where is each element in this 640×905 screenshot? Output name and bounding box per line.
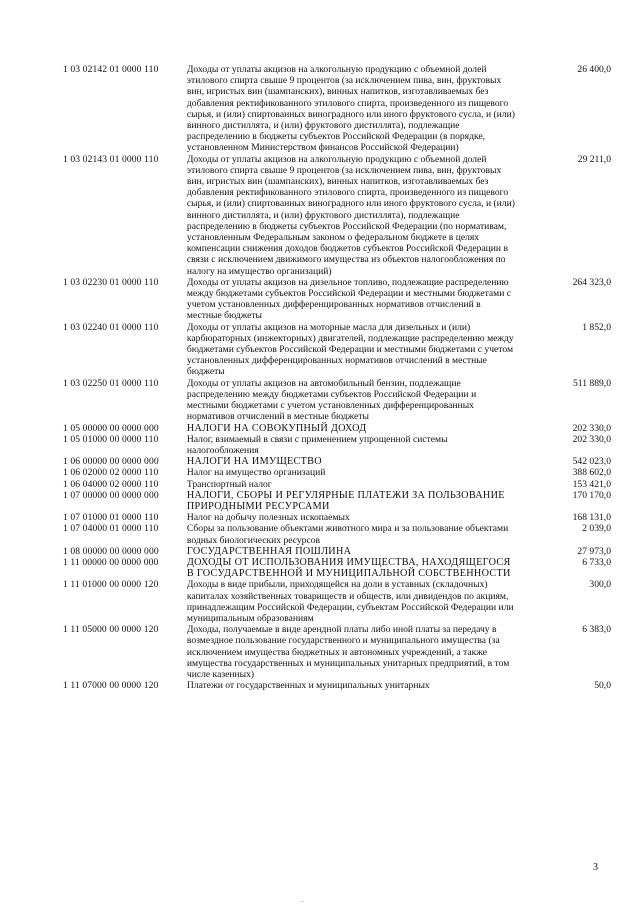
row-code: 1 05 00000 00 0000 000 (63, 422, 159, 434)
row-code: 1 03 02240 01 0000 110 (63, 321, 159, 333)
row-name: Налог, взимаемый в связи с применением упрощенной системы налогообложения (186, 433, 448, 456)
row-name: Налог на имущество организаций (186, 467, 326, 479)
table-row (63, 490, 611, 512)
table-row (63, 523, 611, 545)
table-row (63, 624, 611, 680)
row-code: 1 11 07000 00 0000 120 (63, 680, 159, 692)
table-row (63, 378, 611, 423)
row-code: 1 03 02250 01 0000 110 (63, 377, 159, 389)
row-code: 1 06 02000 02 0000 110 (63, 467, 159, 479)
row-amount: 300,0 (589, 579, 611, 591)
row-code: 1 06 00000 00 0000 000 (63, 456, 159, 468)
row-amount: 388 602,0 (572, 467, 611, 479)
row-name: ДОХОДЫ ОТ ИСПОЛЬЗОВАНИЯ ИМУЩЕСТВА, НАХОДЯЩЕГОСЯ В ГОСУДАРСТВЕННОЙ И МУНИЦИПАЛЬНОЙ СОБСТВЕННОСТИ (186, 556, 511, 580)
row-code: 1 03 02142 01 0000 110 (63, 64, 159, 75)
row-amount: 6 383,0 (582, 624, 611, 636)
table-row (63, 322, 611, 378)
table-row (63, 434, 611, 456)
table-row (63, 680, 611, 691)
table-row (63, 512, 611, 523)
row-code: 1 08 00000 00 0000 000 (63, 545, 159, 557)
row-name: Доходы от уплаты акцизов на дизельное топливо, подлежащие распределению между бюджетами субъектов Российской Федерации и местными бюджетами с учетом установленных дифференцированных нормативов отчислений в местные бюджеты (186, 276, 512, 322)
page-number: 3 (593, 862, 598, 873)
table-row (63, 546, 611, 557)
row-code: 1 11 01000 00 0000 120 (63, 579, 159, 591)
row-code: 1 07 01000 01 0000 110 (63, 512, 159, 524)
row-code: 1 07 04000 01 0000 110 (63, 523, 159, 535)
row-amount: 26 400,0 (577, 64, 611, 75)
row-amount: 168 131,0 (572, 512, 611, 524)
row-name: Доходы от уплаты акцизов на алкогольную продукцию с объемной долей этилового спирта свыше 9 процентов (за исключением пива, вин, фруктовых вин, игристых вин (шампанских), винных напитков, изготавливаемых без добавления ректификованного этилового спирта, произведенного из пищевого сырья, и (или) спиртованных виноградного или иного фруктового сусла, и (или) винного дистиллята, и (или) фруктового дистиллята), подлежащие распределению в бюджеты субъектов Российской Федерации (по нормативам, установленным Федеральным законом о федеральном бюджете в целях компенсации снижения доходов бюджетов субъектов Российской Федерации в связи с исключением движимого имущества из объектов налогообложения по налогу на имущество организаций) (186, 153, 515, 277)
row-code: 1 03 02230 01 0000 110 (63, 276, 159, 288)
row-amount: 50,0 (594, 680, 611, 692)
row-amount: 264 323,0 (572, 276, 611, 288)
row-name: НАЛОГИ, СБОРЫ И РЕГУЛЯРНЫЕ ПЛАТЕЖИ ЗА ПОЛЬЗОВАНИЕ ПРИРОДНЫМИ РЕСУРСАМИ (186, 489, 505, 512)
row-code: 1 07 00000 00 0000 000 (63, 489, 159, 501)
row-name: Сборы за пользование объектами животного мира и за пользование объектами водных биологических ресурсов (186, 523, 509, 546)
row-name: ГОСУДАРСТВЕННАЯ ПОШЛИНА (186, 545, 352, 557)
row-name: Доходы от уплаты акцизов на алкогольную продукцию с объемной долей этилового спирта свыше 9 процентов (за исключением пива, вин, фруктовых вин, игристых вин (шампанских), винных напитков, изготавливаемых без добавления ректификованного этилового спирта, произведенного из пищевого сырья, и (или) спиртованных виноградного или иного фруктового сусла, и (или) винного дистиллята, и (или) фруктового дистиллята), подлежащие распределению в бюджеты субъектов Российской Федерации (в порядке, установленном Министерством финансов Российской Федерации) (186, 64, 515, 154)
row-amount: 202 330,0 (572, 422, 611, 434)
table-row (63, 557, 611, 579)
bottom-mark: ... (300, 898, 305, 904)
row-amount: 542 023,0 (572, 456, 611, 468)
row-amount: 202 330,0 (572, 433, 611, 445)
row-code: 1 11 05000 00 0000 120 (63, 624, 159, 636)
table-row (63, 64, 611, 154)
row-code: 1 11 00000 00 0000 000 (63, 556, 159, 568)
row-amount: 2 039,0 (582, 523, 611, 535)
row-name: НАЛОГИ НА СОВОКУПНЫЙ ДОХОД (186, 422, 367, 434)
row-code: 1 06 04000 02 0000 110 (63, 478, 159, 490)
budget-revenue-table (63, 64, 611, 691)
row-name: Платежи от государственных и муниципальных унитарных (186, 680, 430, 692)
row-amount: 511 889,0 (572, 377, 611, 389)
row-amount: 6 733,0 (582, 556, 611, 568)
table-row (63, 456, 611, 467)
row-name: Налог на добычу полезных ископаемых (186, 512, 350, 524)
row-amount: 1 852,0 (582, 321, 611, 333)
table-row (63, 479, 611, 490)
row-name: Доходы в виде прибыли, приходящейся на доли в уставных (складочных) капиталах хозяйственных товариществ и обществ, или дивидендов по акциям, принадлежащим Российской Федерации, субъектам Российской Федерации или муниципальным образованиям (186, 579, 514, 624)
row-code: 1 05 01000 00 0000 110 (63, 433, 159, 445)
table-row (63, 467, 611, 478)
row-code: 1 03 02143 01 0000 110 (63, 153, 159, 165)
row-name: Транспортный налог (186, 478, 272, 490)
table-row (63, 277, 611, 322)
row-name: Доходы от уплаты акцизов на автомобильный бензин, подлежащие распределению между бюджетами субъектов Российской Федерации и местными бюджетами с учетом установленных дифференцированных нормативов отчислений в местные бюджеты (186, 377, 477, 423)
row-name: Доходы от уплаты акцизов на моторные масла для дизельных и (или) карбюраторных (инжекторных) двигателей, подлежащие распределению между бюджетами субъектов Российской Федерации и местными бюджетами с учетом установленных дифференцированных нормативов отчислений в местные бюджеты (186, 321, 514, 378)
row-amount: 153 421,0 (572, 478, 611, 490)
row-amount: 29 211,0 (577, 153, 611, 165)
row-name: НАЛОГИ НА ИМУЩЕСТВО (186, 456, 322, 468)
table-row (63, 579, 611, 624)
row-name: Доходы, получаемые в виде арендной платы либо иной платы за передачу в возмездное пользование государственного и муниципального имущества (за исключением имущества бюджетных и автономных учреждений, а также имущества государственных и муниципальных унитарных предприятий, в том числе казенных) (186, 624, 510, 680)
table-row (63, 154, 611, 277)
row-amount: 170 170,0 (572, 489, 611, 501)
table-row (63, 423, 611, 434)
row-amount: 27 973,0 (577, 545, 611, 557)
